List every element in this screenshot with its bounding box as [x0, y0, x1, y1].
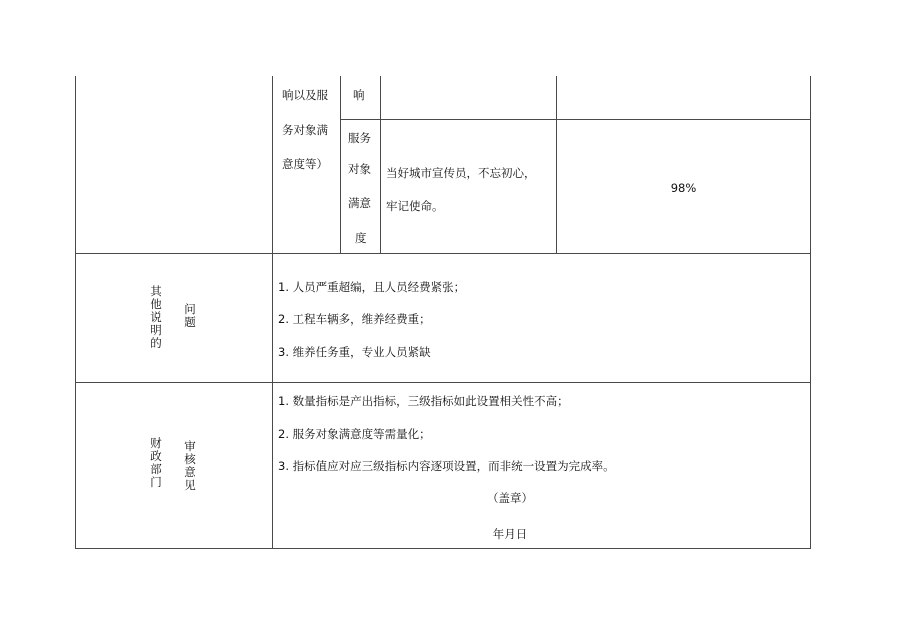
sub-indicator-label-1: 响	[353, 88, 365, 102]
other-notes-item-3: 3. 维养任务重，专业人员紧缺	[278, 345, 431, 359]
finance-label-col2: 审核意见	[184, 439, 196, 492]
other-notes-item-1: 1. 人员严重超编，且人员经费紧张；	[278, 280, 466, 294]
indicator-value: 98%	[670, 181, 697, 195]
grid-line	[272, 76, 273, 549]
indicator-label-line-1: 响以及服	[282, 88, 328, 102]
sub-indicator-label-2-line-4: 度	[355, 231, 367, 245]
grid-line	[75, 382, 811, 383]
grid-line	[340, 76, 341, 253]
other-notes-label-col2: 问题	[184, 302, 196, 329]
grid-line	[810, 76, 811, 549]
sub-indicator-label-2-line-1: 服务	[348, 131, 371, 145]
indicator-label-line-3: 意度等）	[282, 157, 328, 171]
finance-item-1: 1. 数量指标是产出指标，三级指标如此设置相关性不高；	[278, 394, 569, 408]
finance-item-3: 3. 指标值应对应三级指标内容逐项设置，而非统一设置为完成率。	[278, 459, 615, 473]
grid-line	[556, 76, 557, 253]
date-placeholder: 年月日	[492, 527, 528, 541]
other-notes-label-col1: 其他说明的	[150, 284, 162, 350]
indicator-content-line-2: 牢记使命。	[386, 199, 444, 213]
finance-item-2: 2. 服务对象满意度等需量化；	[278, 427, 431, 441]
other-notes-item-2: 2. 工程车辆多，维养经费重；	[278, 312, 431, 326]
grid-line	[75, 253, 811, 254]
grid-line	[380, 76, 381, 253]
sub-indicator-label-2-line-2: 对象	[348, 162, 371, 176]
indicator-label-line-2: 务对象满	[282, 123, 328, 137]
indicator-content-line-1: 当好城市宣传员，不忘初心，	[386, 166, 536, 180]
grid-line	[75, 548, 811, 549]
seal-placeholder: （盖章）	[487, 491, 533, 505]
grid-line	[340, 119, 811, 120]
grid-line	[75, 76, 76, 549]
finance-label-col1: 财政部门	[150, 436, 162, 489]
sub-indicator-label-2-line-3: 满意	[348, 196, 371, 210]
